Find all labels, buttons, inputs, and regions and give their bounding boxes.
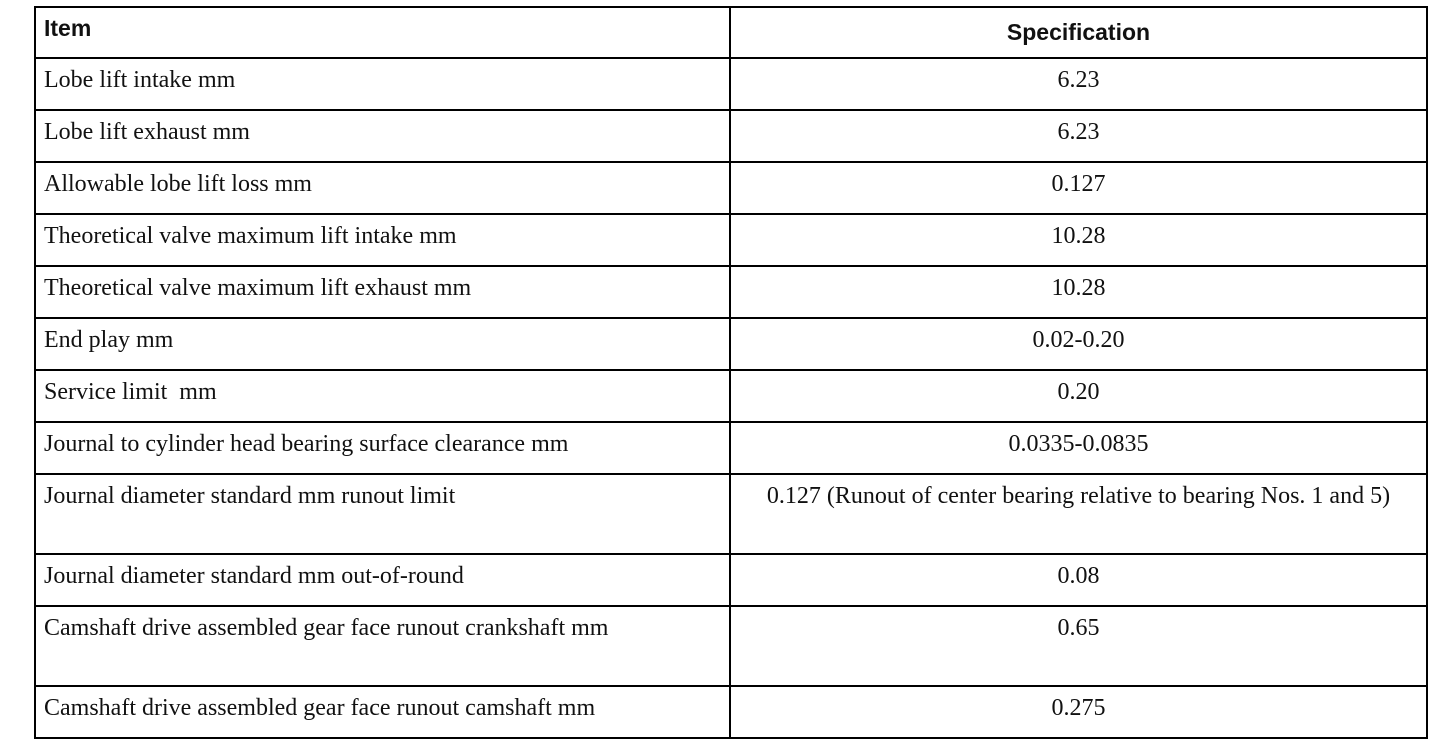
specification-cell: 6.23 <box>730 110 1427 162</box>
item-cell: Camshaft drive assembled gear face runout crankshaft mm <box>35 606 730 686</box>
table-row <box>35 58 1427 110</box>
specification-cell: 0.0335-0.0835 <box>730 422 1427 474</box>
specification-cell: 0.65 <box>730 606 1427 686</box>
specification-cell: 0.02-0.20 <box>730 318 1427 370</box>
table-row <box>35 318 1427 370</box>
table-row <box>35 606 1427 686</box>
item-cell: Camshaft drive assembled gear face runout camshaft mm <box>35 686 730 738</box>
table-row <box>35 554 1427 606</box>
camshaft-specification-table <box>34 6 1428 739</box>
item-cell: Allowable lobe lift loss mm <box>35 162 730 214</box>
item-cell: Journal diameter standard mm runout limit <box>35 474 730 554</box>
item-cell: Service limit mm <box>35 370 730 422</box>
table-row <box>35 474 1427 554</box>
item-cell: Lobe lift exhaust mm <box>35 110 730 162</box>
specification-cell: 0.20 <box>730 370 1427 422</box>
specification-cell: 0.127 <box>730 162 1427 214</box>
specification-cell: 0.127 (Runout of center bearing relative to bearing Nos. 1 and 5) <box>730 474 1427 554</box>
item-cell: End play mm <box>35 318 730 370</box>
specification-cell: 10.28 <box>730 266 1427 318</box>
item-cell: Journal diameter standard mm out-of-round <box>35 554 730 606</box>
table-row <box>35 214 1427 266</box>
table-row <box>35 266 1427 318</box>
table-row <box>35 422 1427 474</box>
table-header <box>35 7 1427 58</box>
table-row <box>35 162 1427 214</box>
table-body <box>35 58 1427 738</box>
specification-cell: 6.23 <box>730 58 1427 110</box>
item-cell: Theoretical valve maximum lift intake mm <box>35 214 730 266</box>
table-row <box>35 370 1427 422</box>
item-cell: Lobe lift intake mm <box>35 58 730 110</box>
column-header-specification: Specification <box>730 7 1427 58</box>
item-cell: Theoretical valve maximum lift exhaust mm <box>35 266 730 318</box>
specification-cell: 0.08 <box>730 554 1427 606</box>
header-row <box>35 7 1427 58</box>
specification-cell: 10.28 <box>730 214 1427 266</box>
item-cell: Journal to cylinder head bearing surface clearance mm <box>35 422 730 474</box>
specification-cell: 0.275 <box>730 686 1427 738</box>
table-row <box>35 110 1427 162</box>
table-row <box>35 686 1427 738</box>
column-header-item: Item <box>35 7 730 58</box>
